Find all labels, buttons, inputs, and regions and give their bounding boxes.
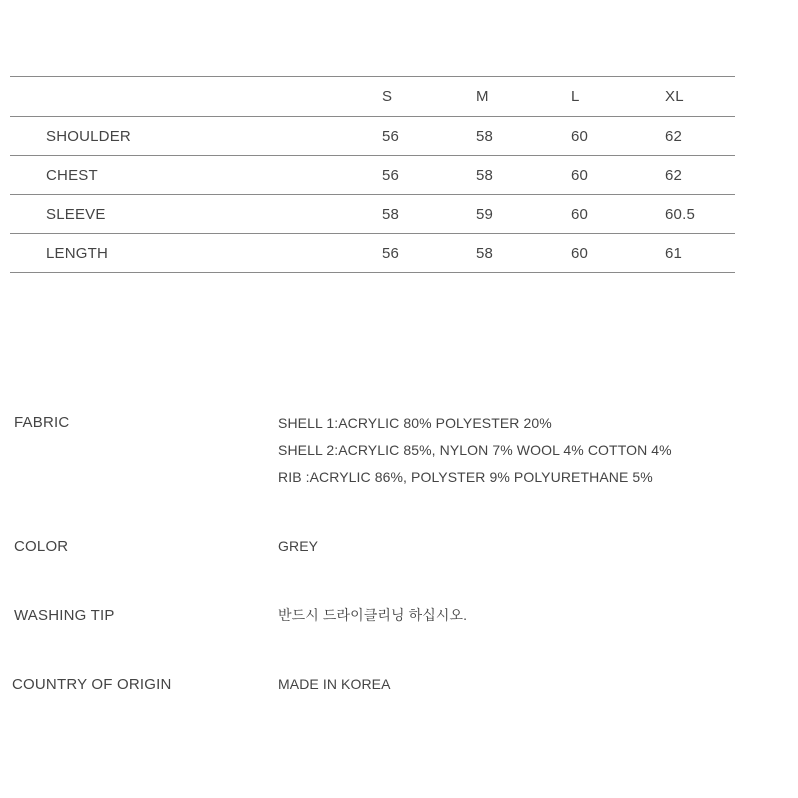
cell-value: 60 xyxy=(571,166,589,184)
table-row-shoulder xyxy=(10,117,735,156)
table-row-sleeve xyxy=(10,195,735,234)
cell-value: 58 xyxy=(476,127,494,145)
washing-tip-value: 반드시 드라이클리닝 하십시오. xyxy=(278,607,468,623)
header-size-m: M xyxy=(476,88,489,105)
row-label: SHOULDER xyxy=(46,127,131,145)
cell-value: 58 xyxy=(382,205,400,223)
cell-value: 62 xyxy=(665,166,683,184)
country-of-origin-label: COUNTRY OF ORIGIN xyxy=(12,676,172,693)
header-size-l: L xyxy=(571,88,580,105)
country-of-origin-value: MADE IN KOREA xyxy=(278,676,391,692)
cell-value: 60 xyxy=(571,127,589,145)
cell-value: 62 xyxy=(665,127,683,145)
fabric-line: SHELL 2:ACRYLIC 85%, NYLON 7% WOOL 4% COTTON 4% xyxy=(278,442,672,458)
row-label: LENGTH xyxy=(46,244,109,262)
cell-value: 56 xyxy=(382,244,400,262)
fabric-label: FABRIC xyxy=(14,414,70,431)
header-size-s: S xyxy=(382,88,393,105)
size-table-header xyxy=(10,76,735,117)
cell-value: 60.5 xyxy=(665,205,695,223)
table-row-chest xyxy=(10,156,735,195)
row-label: CHEST xyxy=(46,166,98,184)
row-label: SLEEVE xyxy=(46,205,106,223)
fabric-line: RIB :ACRYLIC 86%, POLYSTER 9% POLYURETHANE 5% xyxy=(278,469,653,485)
color-label: COLOR xyxy=(14,538,69,555)
cell-value: 58 xyxy=(476,244,494,262)
cell-value: 59 xyxy=(476,205,494,223)
cell-value: 58 xyxy=(476,166,494,184)
washing-tip-label: WASHING TIP xyxy=(14,607,115,624)
fabric-line: SHELL 1:ACRYLIC 80% POLYESTER 20% xyxy=(278,415,552,431)
size-table xyxy=(10,76,735,273)
cell-value: 60 xyxy=(571,205,589,223)
cell-value: 61 xyxy=(665,244,683,262)
header-size-xl: XL xyxy=(665,88,684,105)
fabric-value xyxy=(278,410,672,491)
table-row-length xyxy=(10,234,735,273)
cell-value: 60 xyxy=(571,244,589,262)
cell-value: 56 xyxy=(382,166,400,184)
cell-value: 56 xyxy=(382,127,400,145)
color-value: GREY xyxy=(278,538,319,554)
